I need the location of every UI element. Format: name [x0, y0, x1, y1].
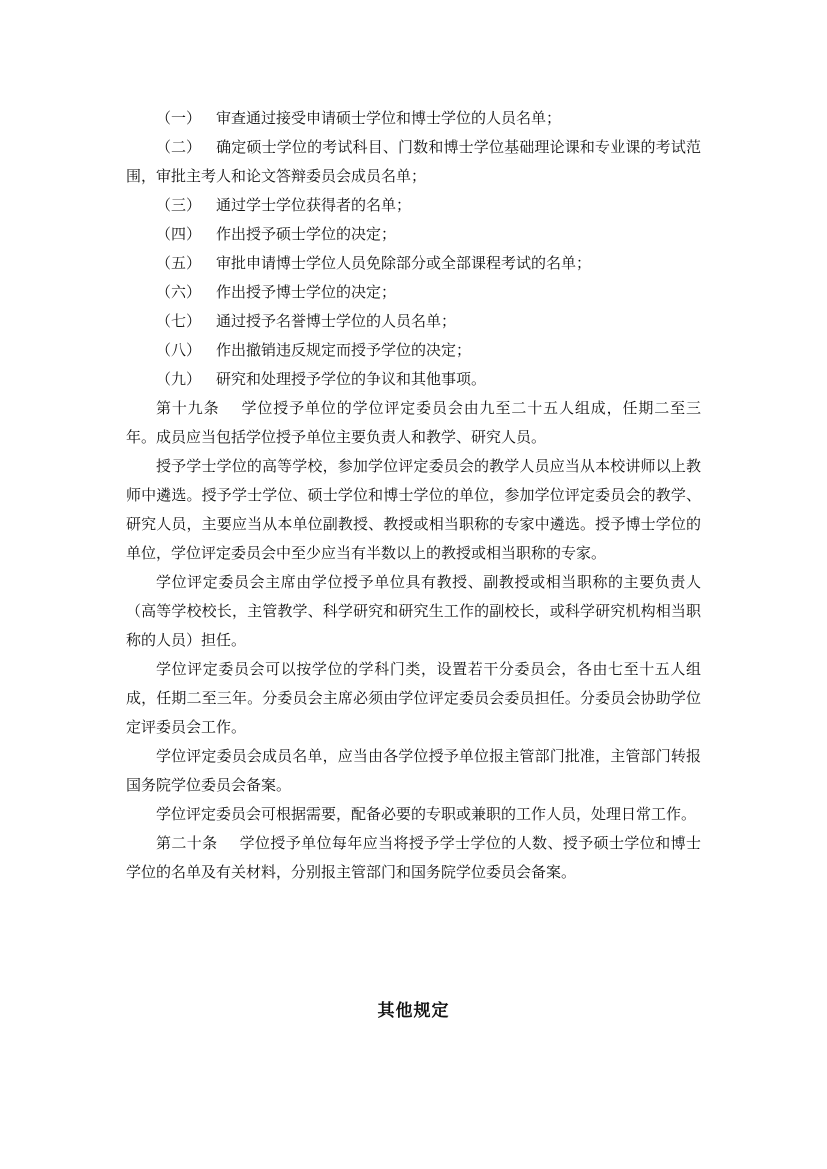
article-text: 学位授予单位的学位评定委员会由九至二十五人组成，任期二至三年。成员应当包括学位授予单位主要负责人和教学、研究人员。 — [126, 399, 701, 446]
item-text: 作出撤销违反规定而授予学位的决定； — [216, 341, 472, 359]
paragraph: 学位评定委员会主席由学位授予单位具有教授、副教授或相当职称的主要负责人（高等学校校长，主管教学、科学研究和研究生工作的副校长，或科学研究机构相当职称的人员）担任。 — [126, 573, 701, 649]
item-text: 通过授予名誉博士学位的人员名单； — [216, 312, 457, 330]
item-number: （六） — [156, 283, 202, 301]
list-item — [126, 133, 701, 191]
item-number: （三） — [156, 196, 202, 214]
list-item — [126, 336, 701, 365]
list-item — [126, 278, 701, 307]
item-number: （二） — [156, 138, 202, 156]
paragraph: 学位评定委员会可以按学位的学科门类，设置若干分委员会，各由七至十五人组成，任期二至三年。分委员会主席必须由学位评定委员会委员担任。分委员会协助学位定评委员会工作。 — [126, 660, 701, 736]
article-text: 学位授予单位每年应当将授予学士学位的人数、授予硕士学位和博士学位的名单及有关材料，分别报主管部门和国务院学位委员会备案。 — [126, 834, 701, 881]
list-item — [126, 220, 701, 249]
item-text: 通过学士学位获得者的名单； — [216, 196, 412, 214]
list-item — [126, 307, 701, 336]
list-item — [126, 104, 701, 133]
paragraph: 学位评定委员会成员名单，应当由各学位授予单位报主管部门批准，主管部门转报国务院学位委员会备案。 — [126, 747, 701, 794]
item-number: （五） — [156, 254, 202, 272]
item-number: （一） — [156, 109, 202, 127]
paragraph: 授予学士学位的高等学校，参加学位评定委员会的教学人员应当从本校讲师以上教师中遴选。授予学士学位、硕士学位和博士学位的单位，参加学位评定委员会的教学、研究人员，主要应当从本单位副教授、教授或相当职称的专家中遴选。授予博士学位的单位，学位评定委员会中至少应当有半数以上的教授或相当职称的专家。 — [126, 457, 701, 562]
item-number: （八） — [156, 341, 202, 359]
article-label: 第十九条 — [156, 399, 220, 417]
item-text: 确定硕士学位的考试科目、门数和博士学位基础理论课和专业课的考试范围，审批主考人和论文答辩委员会成员名单； — [126, 138, 701, 185]
article-20 — [126, 829, 701, 887]
item-number: （四） — [156, 225, 202, 243]
item-number: （七） — [156, 312, 202, 330]
item-text: 审查通过接受申请硕士学位和博士学位的人员名单； — [216, 109, 562, 127]
article-label: 第二十条 — [156, 834, 218, 852]
document-body — [126, 104, 701, 887]
item-text: 审批申请博士学位人员免除部分或全部课程考试的名单； — [216, 254, 592, 272]
paragraph: 学位评定委员会可根据需要，配备必要的专职或兼职的工作人员，处理日常工作。 — [156, 805, 697, 823]
item-text: 研究和处理授予学位的争议和其他事项。 — [216, 370, 487, 388]
item-text: 作出授予硕士学位的决定； — [216, 225, 397, 243]
item-number: （九） — [156, 370, 202, 388]
list-item — [126, 191, 701, 220]
item-text: 作出授予博士学位的决定； — [216, 283, 397, 301]
list-item — [126, 249, 701, 278]
list-item — [126, 365, 701, 394]
article-19 — [126, 394, 701, 452]
section-heading: 其他规定 — [377, 1001, 450, 1021]
